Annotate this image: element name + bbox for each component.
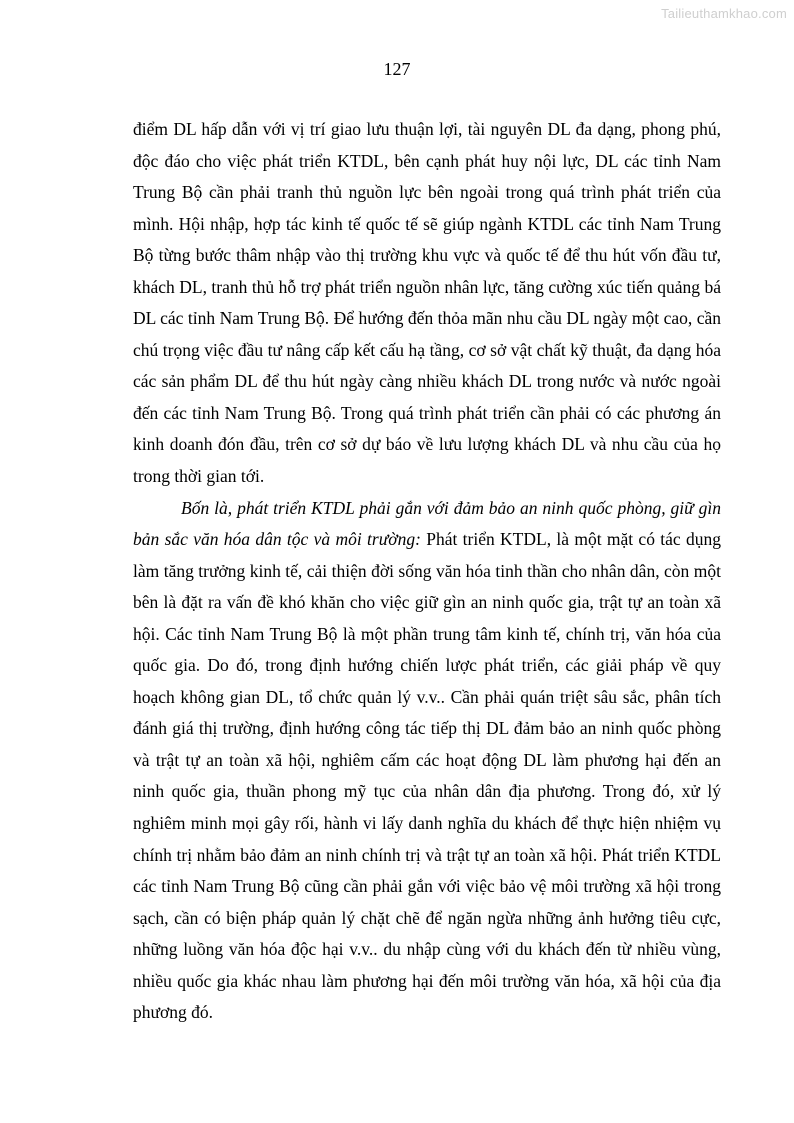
document-body — [133, 114, 721, 1029]
watermark: Tailieuthamkhao.com — [661, 6, 787, 21]
paragraph-bon-la — [133, 493, 721, 1029]
paragraph-italic-lead: Bốn là, phát triển KTDL phải gắn với đảm bảo an ninh quốc phòng, giữ gìn bản sắc văn hóa dân tộc và môi trường: — [133, 497, 721, 550]
paragraph-text: Phát triển KTDL, là một mặt có tác dụng làm tăng trưởng kinh tế, cải thiện đời sống văn hóa tinh thần cho nhân dân, còn một bên là đặt ra vấn đề khó khăn cho việc giữ gìn an ninh quốc gia, trật tự an toàn xã hội. Các tỉnh Nam Trung Bộ là một phần trung tâm kinh tế, chính trị, văn hóa của quốc gia. Do đó, trong định hướng chiến lược phát triển, các giải pháp về quy hoạch không gian DL, tổ chức quản lý v.v.. Cần phải quán triệt sâu sắc, phân tích đánh giá thị trường, định hướng công tác tiếp thị DL đảm bảo an ninh quốc phòng và trật tự an toàn xã hội, nghiêm cấm các hoạt động DL làm phương hại đến an ninh quốc gia, thuần phong mỹ tục của nhân dân địa phương. Trong đó, xử lý nghiêm minh mọi gây rối, hành vi lấy danh nghĩa du khách để thực hiện nhiệm vụ chính trị nhằm bảo đảm an ninh chính trị và trật tự an toàn xã hội. Phát triển KTDL các tỉnh Nam Trung Bộ cũng cần phải gắn với việc bảo vệ môi trường xã hội trong sạch, cần có biện pháp quản lý chặt chẽ để ngăn ngừa những ảnh hưởng tiêu cực, những luồng văn hóa độc hại v.v.. du nhập cùng với du khách đến từ nhiều vùng, nhiều quốc gia khác nhau làm phương hại đến môi trường văn hóa, xã hội của địa phương đó. — [133, 529, 721, 1023]
page-number: 127 — [383, 59, 411, 79]
paragraph-continuation — [133, 114, 721, 493]
paragraph-text: điểm DL hấp dẫn với vị trí giao lưu thuận lợi, tài nguyên DL đa dạng, phong phú, độc đáo cho việc phát triển KTDL, bên cạnh phát huy nội lực, DL các tỉnh Nam Trung Bộ cần phải tranh thủ nguồn lực bên ngoài trong quá trình phát triển của mình. Hội nhập, hợp tác kinh tế quốc tế sẽ giúp ngành KTDL các tỉnh Nam Trung Bộ từng bước thâm nhập vào thị trường khu vực và quốc tế để thu hút vốn đầu tư, khách DL, tranh thủ hỗ trợ phát triển nguồn nhân lực, tăng cường xúc tiến quảng bá DL các tỉnh Nam Trung Bộ. Để hướng đến thỏa mãn nhu cầu DL ngày một cao, cần chú trọng việc đầu tư nâng cấp kết cấu hạ tầng, cơ sở vật chất kỹ thuật, đa dạng hóa các sản phẩm DL để thu hút ngày càng nhiều khách DL trong nước và nước ngoài đến các tỉnh Nam Trung Bộ. Trong quá trình phát triển cần phải có các phương án kinh doanh đón đầu, trên cơ sở dự báo về lưu lượng khách DL và nhu cầu của họ trong thời gian tới. — [133, 119, 721, 487]
